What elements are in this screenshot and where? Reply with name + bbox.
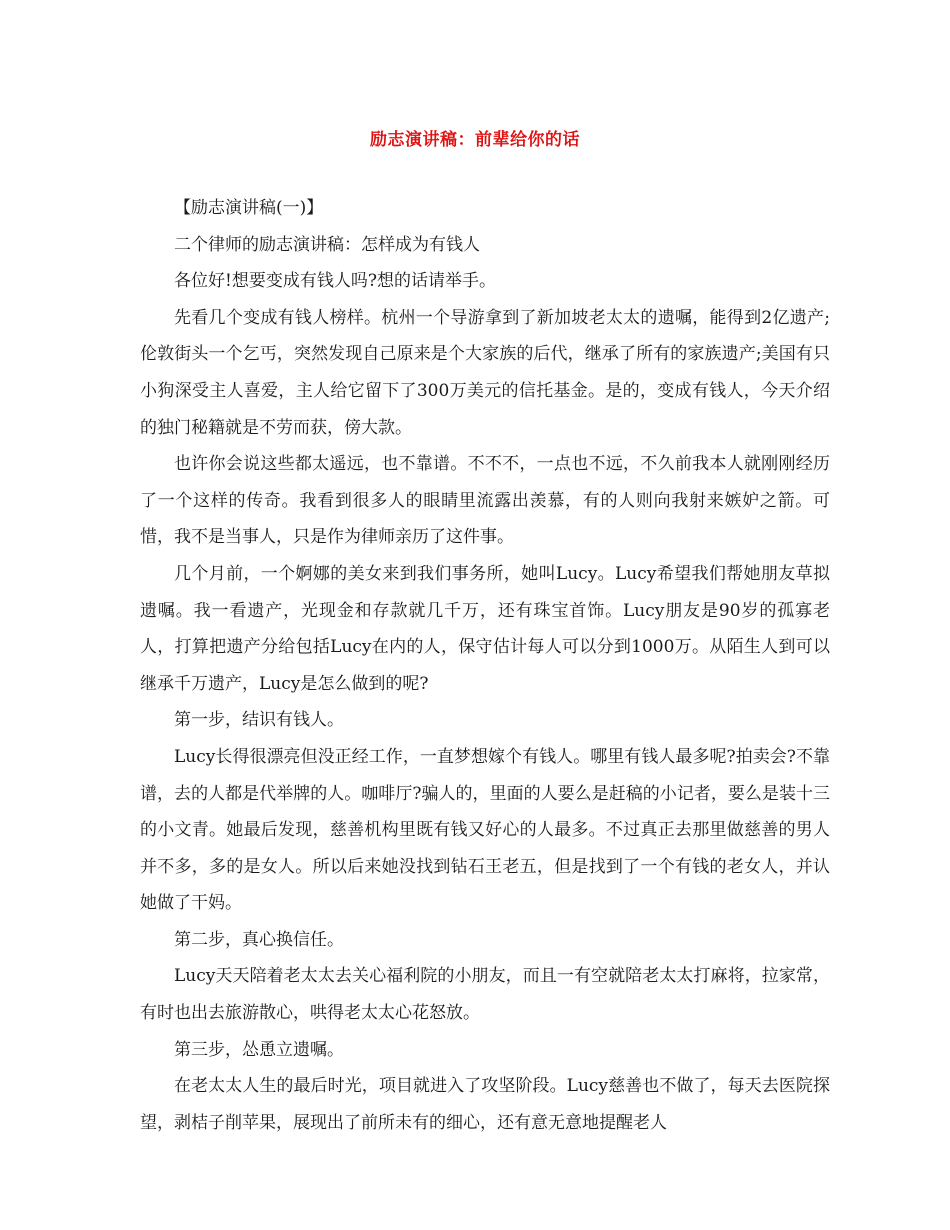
- paragraph: Lucy天天陪着老太太去关心福利院的小朋友，而且一有空就陪老太太打麻将，拉家常，有时也出去旅游散心，哄得老太太心花怒放。: [140, 966, 830, 1024]
- paragraph: 第二步，真心换信任。: [174, 929, 344, 950]
- paragraph: 第三步，怂恿立遗嘱。: [174, 1039, 344, 1060]
- paragraph: 【励志演讲稿(一)】: [174, 198, 324, 218]
- paragraph: 第一步，结识有钱人。: [174, 710, 344, 731]
- paragraph: 几个月前，一个婀娜的美女来到我们事务所，她叫Lucy。Lucy希望我们帮她朋友草拟遗嘱。我一看遗产，光现金和存款就几千万，还有珠宝首饰。Lucy朋友是90岁的孤寡老人，打算把遗产分给包括Lucy在内的人，保守估计每人可以分到1000万。从陌生人到可以继承千万遗产，Lucy是怎么做到的呢?: [140, 563, 830, 694]
- paragraph: Lucy长得很漂亮但没正经工作，一直梦想嫁个有钱人。哪里有钱人最多呢?拍卖会?不靠谱，去的人都是代举牌的人。咖啡厅?骗人的，里面的人要么是赶稿的小记者，要么是装十三的小文青。她最后发现，慈善机构里既有钱又好心的人最多。不过真正去那里做慈善的男人并不多，多的是女人。所以后来她没找到钻石王老五，但是找到了一个有钱的老女人，并认她做了干妈。: [140, 746, 830, 914]
- document-title: 励志演讲稿：前辈给你的话: [370, 130, 580, 150]
- paragraph: 也许你会说这些都太遥远，也不靠谱。不不不，一点也不远，不久前我本人就刚刚经历了一个这样的传奇。我看到很多人的眼睛里流露出羡慕，有的人则向我射来嫉妒之箭。可惜，我不是当事人，只是作为律师亲历了这件事。: [140, 454, 830, 548]
- paragraph: 二个律师的励志演讲稿：怎样成为有钱人: [174, 234, 480, 255]
- document-body: [140, 190, 830, 1141]
- paragraph: 各位好!想要变成有钱人吗?想的话请举手。: [174, 271, 496, 292]
- paragraph: 先看几个变成有钱人榜样。杭州一个导游拿到了新加坡老太太的遗嘱，能得到2亿遗产;伦敦街头一个乞丐，突然发现自己原来是个大家族的后代，继承了所有的家族遗产;美国有只小狗深受主人喜爱，主人给它留下了300万美元的信托基金。是的，变成有钱人，今天介绍的独门秘籍就是不劳而获，傍大款。: [140, 307, 830, 438]
- paragraph: 在老太太人生的最后时光，项目就进入了攻坚阶段。Lucy慈善也不做了，每天去医院探望，剥桔子削苹果，展现出了前所未有的细心，还有意无意地提醒老人: [140, 1076, 830, 1133]
